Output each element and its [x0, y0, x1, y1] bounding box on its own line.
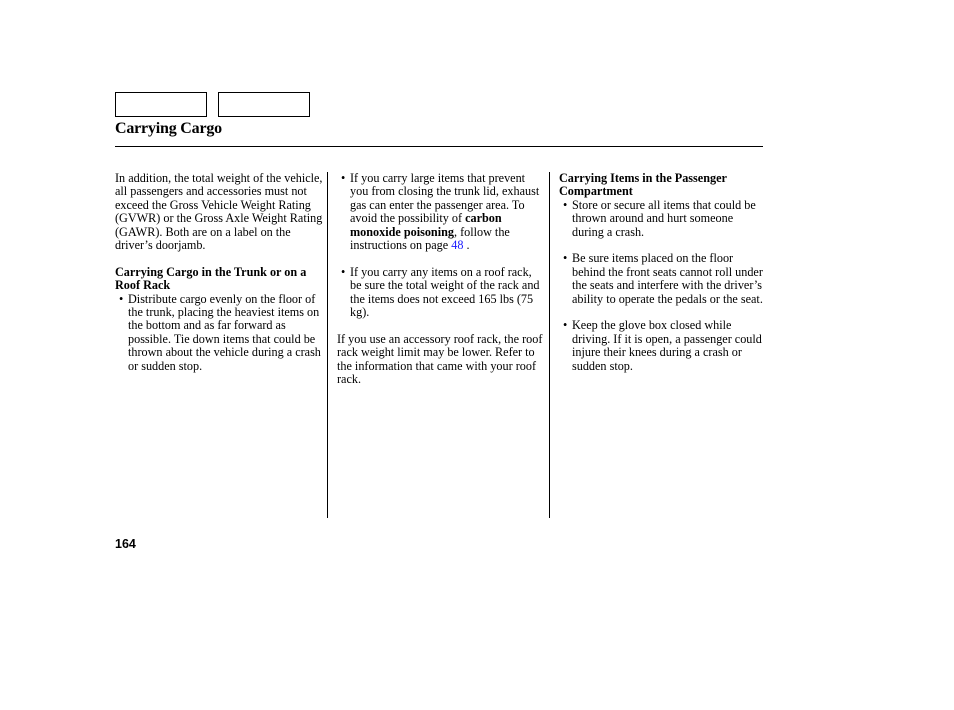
- passenger-compartment-heading: Carrying Items in the Passenger Compartment: [559, 171, 727, 199]
- bullet-text: .: [463, 238, 470, 253]
- text-column-1: [115, 172, 323, 373]
- list-item: • If you carry any items on a roof rack, be sure the total weight of the rack and the items does not exceed 165 lbs (75 kg).: [337, 266, 545, 320]
- intro-paragraph: In addition, the total weight of the vehicle, all passengers and accessories must not exceed the Gross Vehicle Weight Rating (GVWR) or the Gross Axle Weight Rating (GAWR). Both are on a label on the driver’s doorjamb.: [115, 171, 323, 253]
- bullet-text: If you carry large items that prevent you from closing the trunk lid, exhaust gas can enter the passenger area. To avoid the possibility of: [350, 171, 540, 226]
- text-column-3: [559, 172, 764, 373]
- roof-rack-paragraph: If you use an accessory roof rack, the roof rack weight limit may be lower. Refer to the information that came with your roof rack.: [337, 331, 543, 387]
- list-item: • Store or secure all items that could be thrown around and hurt someone during a crash.: [559, 199, 764, 239]
- trunk-roof-rack-heading: Carrying Cargo in the Trunk or on a Roof Rack: [115, 264, 307, 293]
- title-divider: [115, 146, 763, 147]
- bullet-text: , follow the instructions on page: [350, 224, 510, 253]
- nav-next-button[interactable]: [218, 92, 310, 117]
- list-item: • Be sure items placed on the floor behind the front seats cannot roll under the seats and interfere with the driver’s ability to operate the pedals or the seat.: [559, 252, 764, 306]
- list-item: [337, 172, 545, 252]
- page-title: Carrying Cargo: [115, 120, 222, 137]
- page-48-link[interactable]: 48: [451, 238, 464, 253]
- text-column-2: [337, 172, 545, 386]
- list-item: • Keep the glove box closed while driving. If it is open, a passenger could injure their knees during a crash or sudden stop.: [559, 319, 764, 373]
- carbon-monoxide-warning: carbon monoxide poisoning: [350, 211, 502, 239]
- page-number: 164: [115, 537, 136, 551]
- nav-previous-button[interactable]: [115, 92, 207, 117]
- column-divider: [327, 172, 328, 518]
- column-divider: [549, 172, 550, 518]
- list-item: • Distribute cargo evenly on the floor of the trunk, placing the heaviest items on the bottom and as far forward as possible. Tie down items that could be thrown about the vehicle during a crash or sudden stop.: [115, 293, 323, 373]
